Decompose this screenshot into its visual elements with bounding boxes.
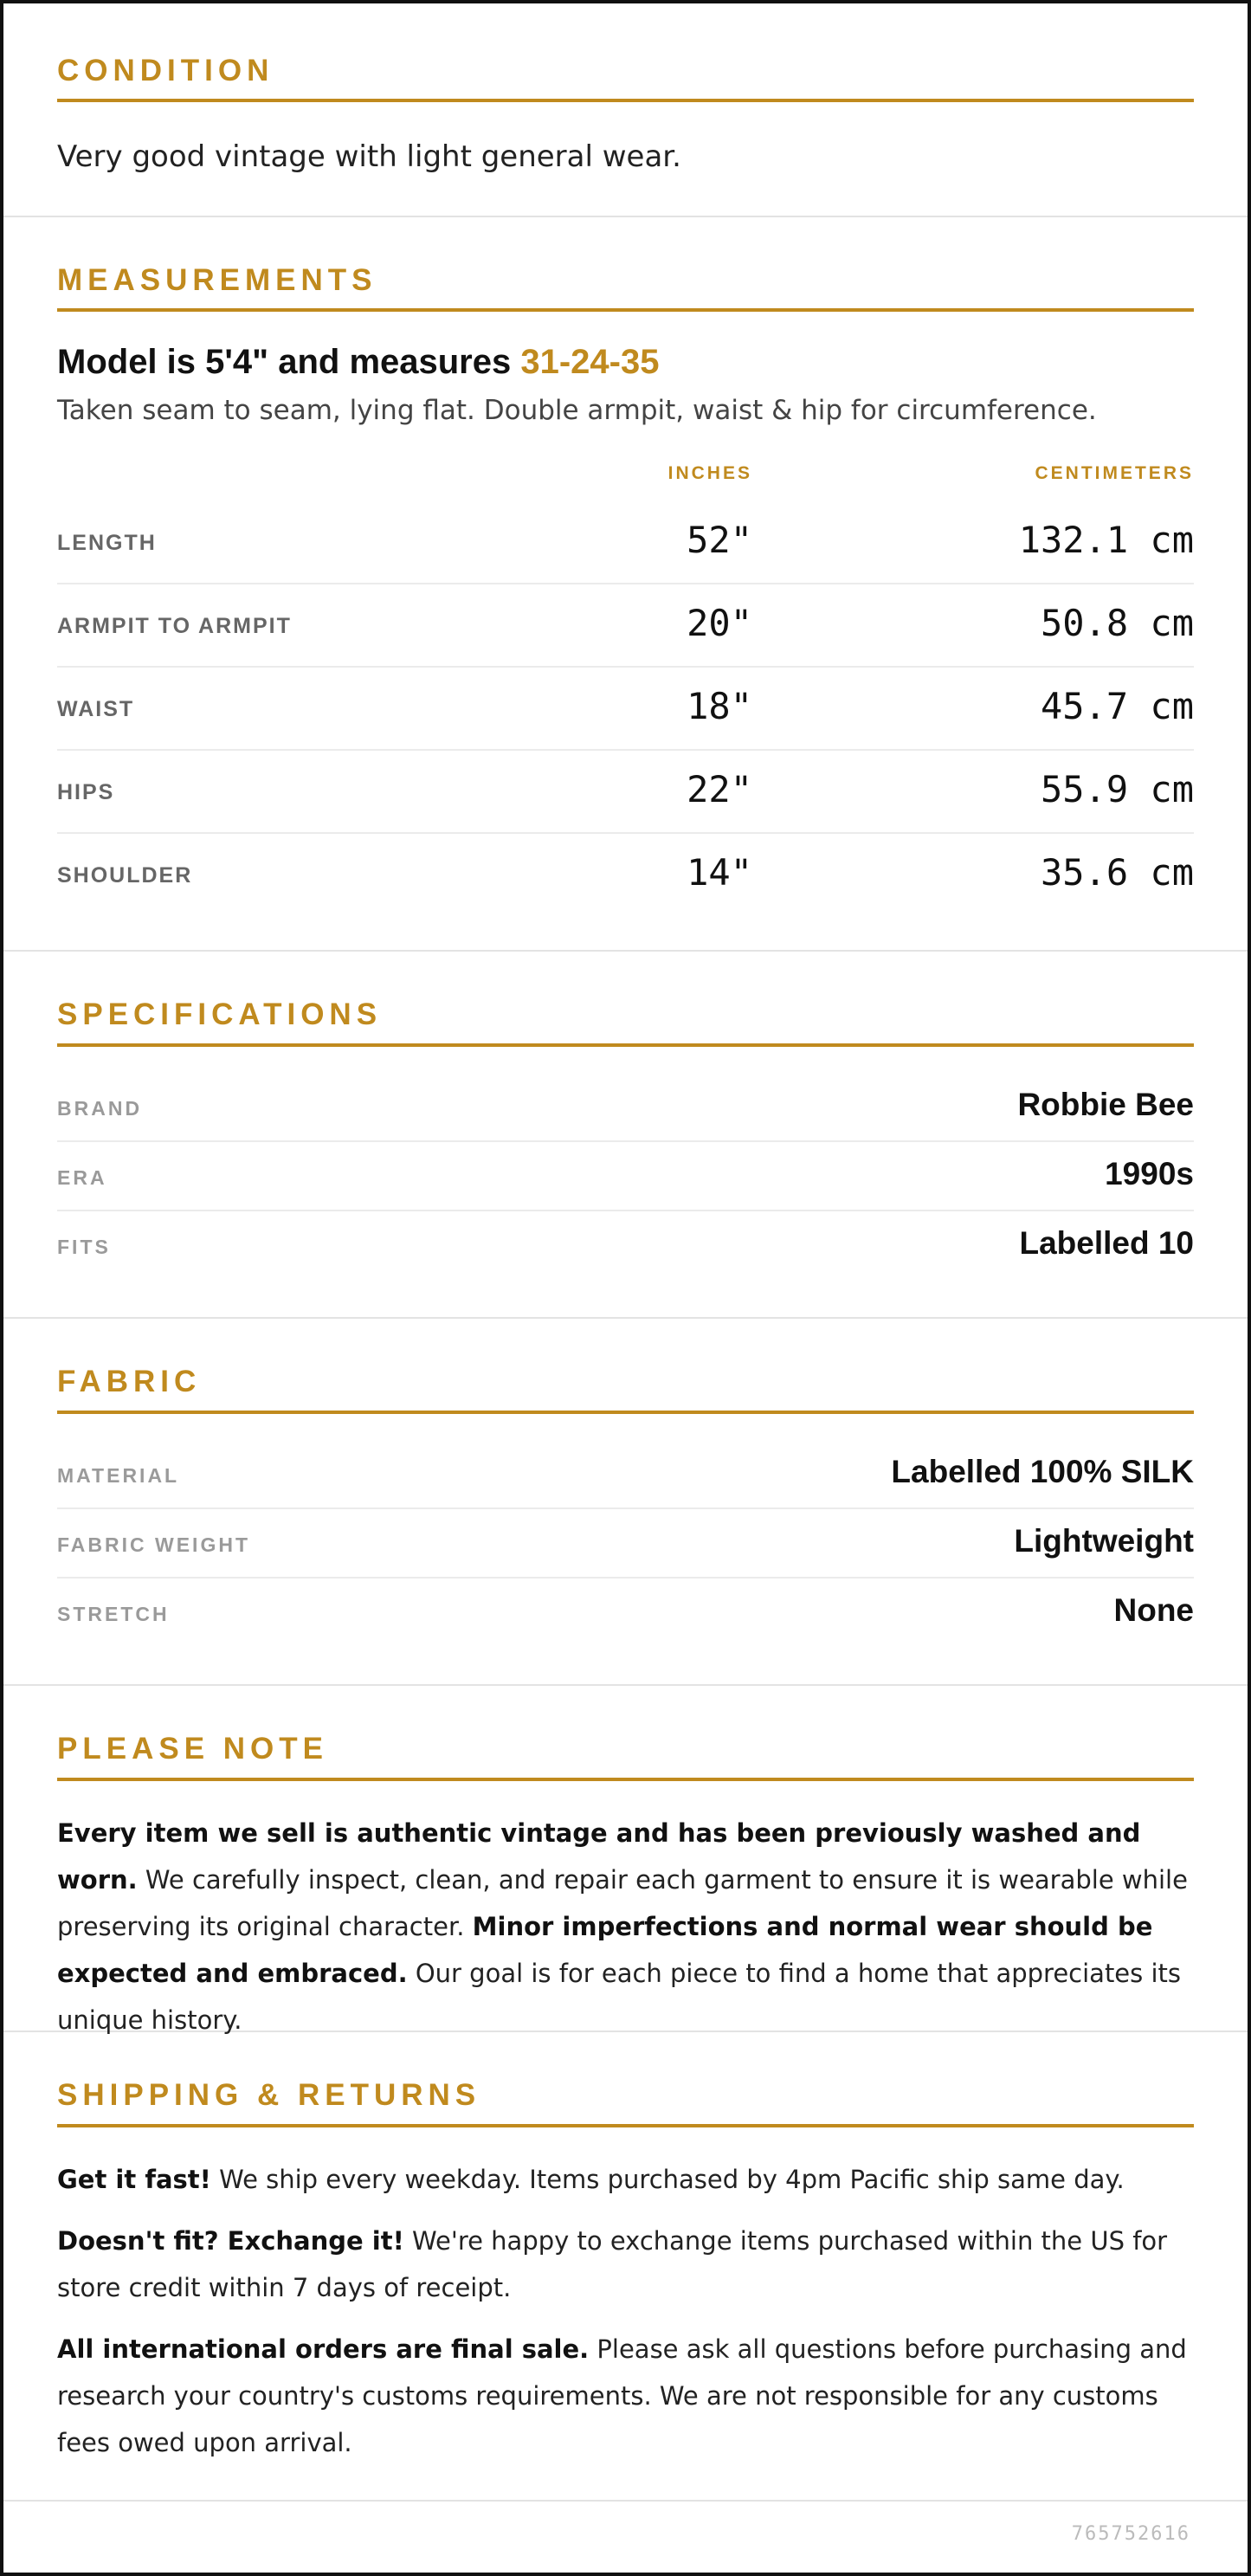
spec-value: Labelled 10 (1019, 1225, 1194, 1261)
please-note-text-2: Our goal is for each piece to find a home that appreciates its unique history. (57, 1959, 1182, 2035)
please-note-bold-2: Minor imperfections and normal wear should be expected and embraced. (57, 1912, 1153, 1988)
measurement-row (57, 584, 1194, 668)
spec-row (57, 1211, 1194, 1281)
fabric-label: FABRIC WEIGHT (57, 1533, 250, 1556)
spec-row (57, 1073, 1194, 1142)
model-measurements: 31-24-35 (520, 343, 660, 381)
fabric-section (3, 1319, 1248, 1686)
specifications-rule (57, 1043, 1194, 1047)
measurement-inches: 18" (687, 685, 752, 727)
fabric-row (57, 1440, 1194, 1509)
shipping-title: SHIPPING & RETURNS (57, 2078, 481, 2112)
measurement-label: ARMPIT TO ARMPIT (57, 614, 292, 638)
condition-rule (57, 99, 1194, 102)
model-info (57, 343, 659, 382)
measurement-row (57, 501, 1194, 584)
specifications-section (3, 952, 1248, 1319)
measurement-cm: 55.9 cm (1040, 768, 1194, 810)
measurement-cm: 35.6 cm (1040, 851, 1194, 894)
measurements-section (3, 217, 1248, 952)
item-id: 765752616 (1071, 2523, 1190, 2545)
spec-label: FITS (57, 1236, 111, 1258)
spec-label: BRAND (57, 1097, 143, 1120)
fabric-value: Labelled 100% SILK (891, 1454, 1194, 1489)
shipping-text-3: Please ask all questions before purchasing and research your country's customs requirements. We are not responsible for any customs fees owed upon arrival. (57, 2334, 1187, 2457)
measurement-inches: 14" (687, 851, 752, 894)
shipping-bold-1: Get it fast! (57, 2165, 211, 2194)
shipping-para-3 (57, 2326, 1194, 2466)
fabric-row (57, 1509, 1194, 1579)
measurement-inches: 20" (687, 602, 752, 644)
shipping-para-2 (57, 2218, 1194, 2311)
measurement-inches: 52" (687, 519, 752, 561)
fabric-row (57, 1579, 1194, 1648)
measurement-label: SHOULDER (57, 863, 193, 888)
shipping-text-2: We're happy to exchange items purchased within the US for store credit within 7 days of receipt. (57, 2226, 1168, 2302)
measurement-row (57, 668, 1194, 751)
shipping-bold-2: Doesn't fit? Exchange it! (57, 2226, 404, 2256)
measurements-title: MEASUREMENTS (57, 263, 377, 297)
please-note-bold-1: Every item we sell is authentic vintage and has been previously washed and worn. (57, 1818, 1141, 1895)
measurement-inches: 22" (687, 768, 752, 810)
fabric-value: None (1113, 1592, 1194, 1628)
measurement-label: HIPS (57, 780, 115, 804)
measurement-row (57, 834, 1194, 917)
spec-label: ERA (57, 1166, 107, 1189)
measurement-label: WAIST (57, 697, 135, 721)
shipping-section (3, 2032, 1248, 2502)
measurement-label: LENGTH (57, 531, 157, 555)
fabric-label: MATERIAL (57, 1464, 180, 1487)
centimeters-header: CENTIMETERS (1035, 463, 1194, 483)
spec-row (57, 1142, 1194, 1211)
condition-title: CONDITION (57, 54, 274, 87)
please-note-section (3, 1686, 1248, 2035)
measurement-row (57, 751, 1194, 834)
fabric-title: FABRIC (57, 1365, 202, 1398)
spec-value: Robbie Bee (1017, 1087, 1194, 1122)
model-prefix: Model is 5'4" and measures (57, 343, 521, 381)
please-note-text (57, 1810, 1194, 2043)
measurement-cm: 45.7 cm (1040, 685, 1194, 727)
fabric-value: Lightweight (1014, 1523, 1194, 1559)
condition-text: Very good vintage with light general wear. (57, 139, 681, 174)
please-note-text-1: We carefully inspect, clean, and repair each garment to ensure it is wearable while preserving its original character. (57, 1865, 1188, 1941)
fabric-rule (57, 1411, 1194, 1414)
condition-section (3, 3, 1248, 217)
shipping-rule (57, 2124, 1194, 2127)
shipping-text-1: We ship every weekday. Items purchased by 4pm Pacific ship same day. (210, 2165, 1125, 2194)
shipping-para-1 (57, 2156, 1194, 2203)
measurements-rule (57, 308, 1194, 312)
shipping-bold-3: All international orders are final sale. (57, 2334, 590, 2364)
measurement-note: Taken seam to seam, lying flat. Double armpit, waist & hip for circumference. (57, 395, 1097, 426)
inches-header: INCHES (667, 463, 752, 483)
specifications-title: SPECIFICATIONS (57, 997, 383, 1031)
spec-value: 1990s (1105, 1156, 1194, 1191)
fabric-label: STRETCH (57, 1603, 170, 1625)
measurement-cm: 132.1 cm (1018, 519, 1194, 561)
please-note-rule (57, 1778, 1194, 1781)
measurement-cm: 50.8 cm (1040, 602, 1194, 644)
please-note-title: PLEASE NOTE (57, 1732, 328, 1766)
